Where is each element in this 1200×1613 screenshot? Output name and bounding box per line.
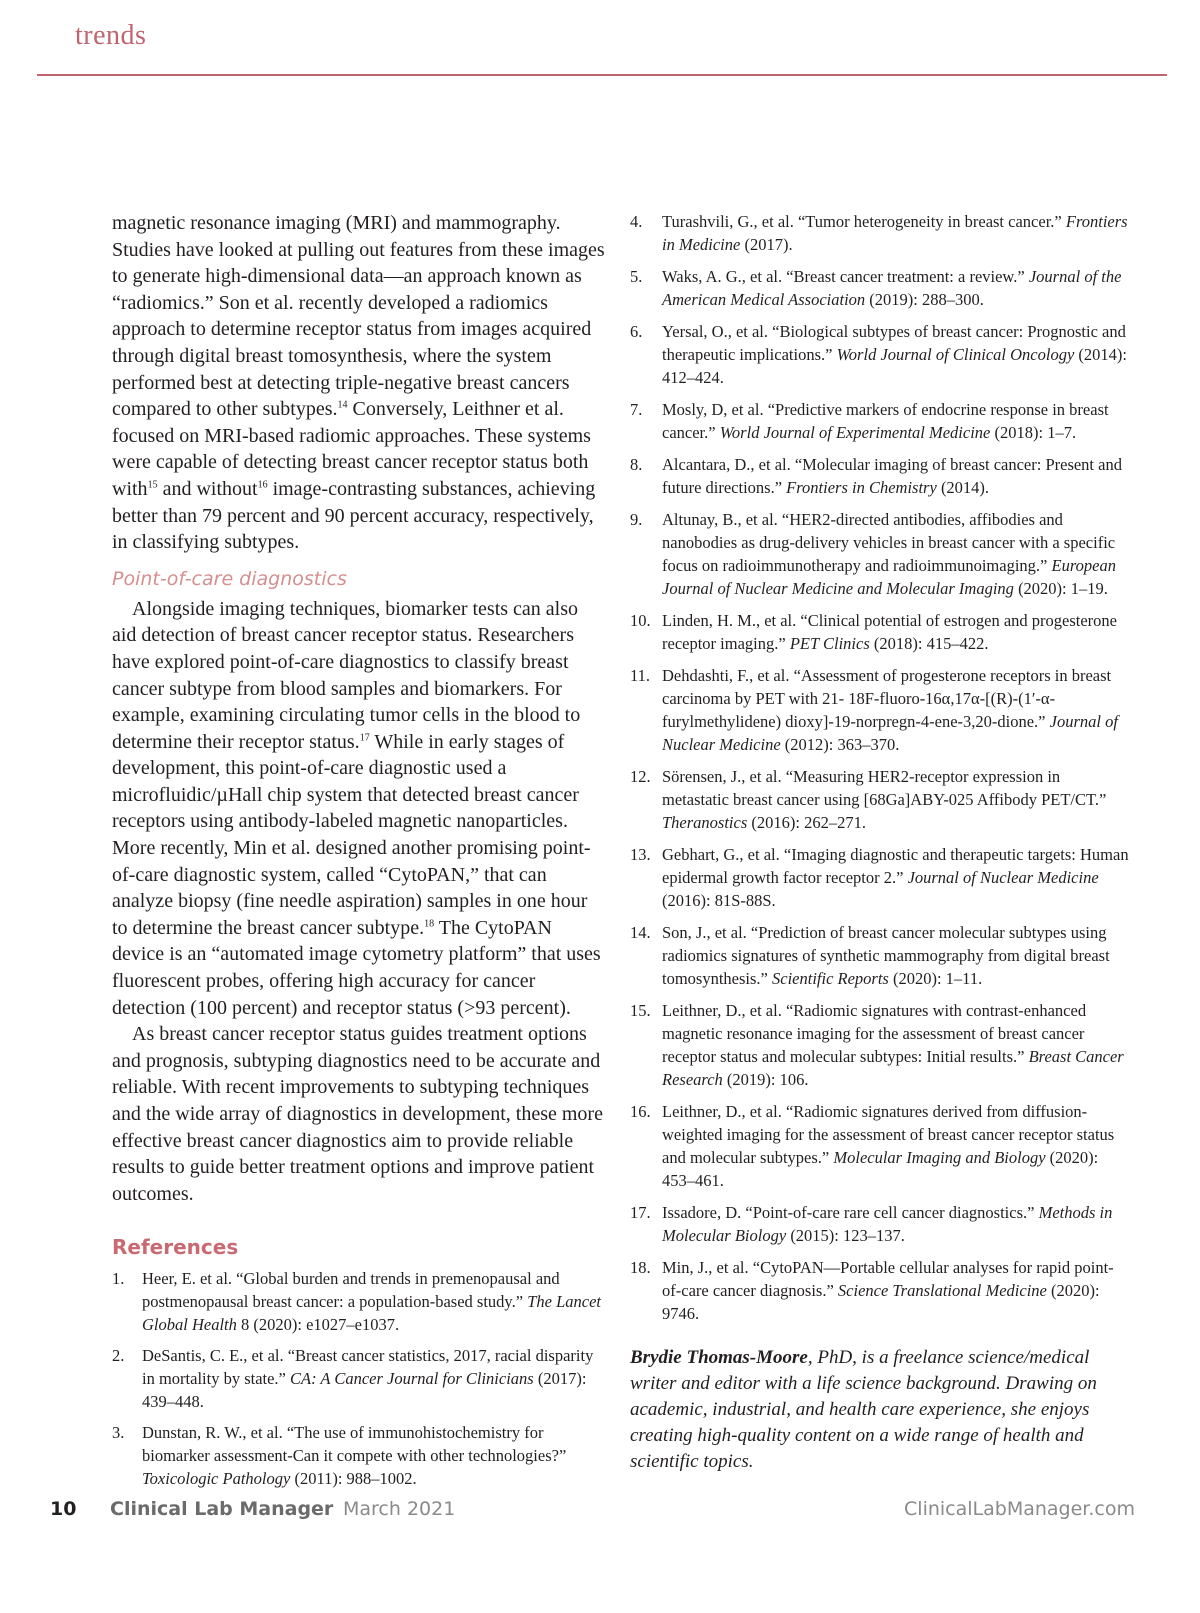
reference-journal: Molecular Imaging and Biology bbox=[833, 1148, 1046, 1167]
reference-journal: PET Clinics bbox=[789, 634, 870, 653]
reference-item bbox=[630, 1100, 1130, 1192]
reference-text: Turashvili, G., et al. “Tumor heterogeneity in breast cancer.” bbox=[662, 212, 1066, 231]
reference-number: 8. bbox=[630, 455, 643, 474]
reference-text: Dunstan, R. W., et al. “The use of immunohistochemistry for biomarker assessment-Can it compete with other technologies?” bbox=[142, 1423, 567, 1466]
reference-number: 4. bbox=[630, 212, 643, 231]
reference-journal: Frontiers in Chemistry bbox=[786, 478, 937, 497]
reference-details: (2020): 9746. bbox=[662, 1281, 1100, 1323]
left-column bbox=[112, 210, 606, 1498]
reference-journal: CA: A Cancer Journal for Clinicians bbox=[290, 1369, 534, 1389]
reference-text: Leithner, D., et al. “Radiomic signatures derived from diffusion-weighted imaging for the assessment of breast cancer receptor status and molecular subtypes.” bbox=[662, 1102, 1115, 1167]
reference-item bbox=[630, 1256, 1130, 1325]
reference-details: (2020): 1–19. bbox=[1013, 579, 1108, 598]
reference-details: (2018): 1–7. bbox=[990, 423, 1077, 442]
reference-number: 5. bbox=[630, 267, 643, 286]
reference-number: 16. bbox=[630, 1102, 651, 1121]
reference-item bbox=[630, 320, 1130, 389]
citation-17: 17 bbox=[359, 732, 370, 744]
body-paragraph-1 bbox=[112, 210, 606, 556]
reference-text: DeSantis, C. E., et al. “Breast cancer statistics, 2017, racial disparity in mortality by state.” bbox=[142, 1346, 594, 1389]
body-paragraph-2 bbox=[112, 596, 606, 1022]
reference-item bbox=[112, 1267, 606, 1336]
reference-journal: Theranostics bbox=[662, 813, 748, 832]
reference-item bbox=[630, 765, 1130, 834]
body-paragraph-3: As breast cancer receptor status guides treatment options and prognosis, subtyping diagnostics need to be accurate and reliable. With recent improvements to subtyping techniques and the wide array of diagnostics in development, these more effective breast cancer diagnostics aim to provide reliable results to guide better treatment options and improve patient outcomes. bbox=[112, 1023, 603, 1205]
reference-journal: The Lancet Global Health bbox=[142, 1292, 601, 1335]
citation-18: 18 bbox=[424, 918, 435, 930]
reference-details: (2014). bbox=[936, 478, 990, 497]
reference-details: (2017). bbox=[740, 235, 793, 254]
reference-item bbox=[630, 398, 1130, 444]
reference-details: (2014): 412–424. bbox=[662, 345, 1127, 387]
reference-journal: World Journal of Clinical Oncology bbox=[836, 345, 1075, 364]
reference-number: 3. bbox=[112, 1423, 125, 1443]
reference-details: (2012): 363–370. bbox=[780, 735, 900, 754]
reference-item bbox=[112, 1421, 606, 1490]
reference-text: Dehdashti, F., et al. “Assessment of progesterone receptors in breast carcinoma by PET with 21- 18F-fluoro-16α,17α-[(R)-(1′-α- furylmethylidene) dioxy]-19-norpregn-4-ene-3,20-dione.” bbox=[662, 666, 1112, 731]
reference-journal: Frontiers in Medicine bbox=[662, 212, 1128, 254]
text-segment: and without bbox=[157, 477, 258, 500]
reference-number: 17. bbox=[630, 1203, 651, 1222]
magazine-title: Clinical Lab Manager bbox=[110, 1498, 334, 1520]
reference-number: 14. bbox=[630, 923, 651, 942]
text-segment: image-contrasting substances, achieving better than 79 percent and 90 percent accuracy, respectively, in classifying subtypes. bbox=[112, 477, 596, 554]
text-segment: magnetic resonance imaging (MRI) and mammography. Studies have looked at pulling out features from these images to generate high-dimensional data—an approach known as “radiomics.” Son et al. recently developed a radiomics approach to determine receptor status from images acquired through digital breast tomosynthesis, where the system performed best at detecting triple-negative breast cancers compared to other subtypes. bbox=[112, 212, 605, 421]
text-segment: Conversely, Leithner et al. focused on MRI-based radiomic approaches. These systems were capable of detecting breast cancer receptor status both with bbox=[112, 398, 591, 500]
reference-item bbox=[630, 999, 1130, 1091]
reference-number: 2. bbox=[112, 1346, 125, 1366]
reference-text: Sörensen, J., et al. “Measuring HER2-receptor expression in metastatic breast cancer using [68Ga]ABY-025 Affibody PET/CT.” bbox=[662, 767, 1107, 809]
reference-item bbox=[630, 1201, 1130, 1247]
reference-journal: Scientific Reports bbox=[772, 969, 889, 988]
reference-journal: Breast Cancer Research bbox=[662, 1047, 1124, 1089]
section-subhead: Point-of-care diagnostics bbox=[112, 567, 347, 590]
reference-number: 12. bbox=[630, 767, 651, 786]
reference-details: (2011): 988–1002. bbox=[290, 1469, 417, 1489]
reference-text: Son, J., et al. “Prediction of breast cancer molecular subtypes using radiomics signatures of synthetic mammography from digital breast tomosynthesis.” bbox=[662, 923, 1110, 988]
reference-number: 10. bbox=[630, 611, 651, 630]
page-number: 10 bbox=[50, 1498, 77, 1520]
reference-text: Leithner, D., et al. “Radiomic signatures with contrast-enhanced magnetic resonance imaging for the assessment of breast cancer receptor status and molecular subtypes: Initial results.” bbox=[662, 1001, 1087, 1066]
reference-journal: Methods in Molecular Biology bbox=[662, 1203, 1113, 1245]
reference-details: (2016): 81S-88S. bbox=[662, 891, 776, 910]
reference-details: (2020): 1–11. bbox=[888, 969, 983, 988]
reference-details: (2019): 288–300. bbox=[865, 290, 984, 309]
reference-item bbox=[630, 609, 1130, 655]
website-link[interactable]: ClinicalLabManager.com bbox=[904, 1498, 1135, 1520]
reference-details: 8 (2020): e1027–e1037. bbox=[236, 1315, 400, 1335]
reference-details: (2020): 453–461. bbox=[662, 1148, 1099, 1190]
reference-item bbox=[630, 210, 1130, 256]
reference-text: Altunay, B., et al. “HER2-directed antibodies, affibodies and nanobodies as drug-delivery vehicles in breast cancer with a specific focus on radioimmunotherapy and radioimmunoimaging.” bbox=[662, 510, 1116, 575]
reference-number: 1. bbox=[112, 1269, 125, 1289]
author-name: Brydie Thomas-Moore bbox=[630, 1347, 808, 1368]
reference-text: Alcantara, D., et al. “Molecular imaging of breast cancer: Present and future directions.” bbox=[662, 455, 1122, 497]
reference-item bbox=[630, 453, 1130, 499]
reference-number: 6. bbox=[630, 322, 643, 341]
reference-item bbox=[112, 1344, 606, 1413]
reference-text: Heer, E. et al. “Global burden and trends in premenopausal and postmenopausal breast cancer: a population-based study.” bbox=[142, 1269, 560, 1312]
text-segment: The CytoPAN device is an “automated image cytometry platform” that uses fluorescent probes, offering high accuracy for cancer detection (100 percent) and receptor status (>93 percent). bbox=[112, 916, 601, 1019]
section-tag: trends bbox=[75, 20, 147, 51]
author-bio-text: , PhD, is a freelance science/medical writer and editor with a life science background. Drawing on academic, industrial, and health care experience, she enjoys creating high-quality content on a wide range of health and scientific topics. bbox=[630, 1347, 1097, 1472]
reference-details: (2018): 415–422. bbox=[869, 634, 989, 653]
references-heading: References bbox=[112, 1235, 239, 1260]
right-column bbox=[630, 210, 1130, 1494]
reference-details: (2016): 262–271. bbox=[747, 813, 866, 832]
reference-journal: Science Translational Medicine bbox=[837, 1281, 1047, 1300]
text-segment: While in early stages of development, this point-of-care diagnostic used a microfluidic/µHall chip system that detected breast cancer receptors using antibody-labeled magnetic nanoparticles. More recently, Min et al. designed another promising point-of-care diagnostic system, called “CytoPAN,” that can analyze biopsy (fine needle aspiration) samples in one hour to determine the breast cancer subtype. bbox=[112, 730, 591, 939]
reference-text: Min, J., et al. “CytoPAN—Portable cellular analyses for rapid point-of-care cancer diagnosis.” bbox=[662, 1258, 1114, 1300]
reference-text: Yersal, O., et al. “Biological subtypes of breast cancer: Prognostic and therapeutic implications.” bbox=[662, 322, 1126, 364]
reference-text: Issadore, D. “Point-of-care rare cell cancer diagnostics.” bbox=[662, 1203, 1039, 1222]
reference-journal: European Journal of Nuclear Medicine and Molecular Imaging bbox=[662, 556, 1116, 598]
reference-number: 7. bbox=[630, 400, 643, 419]
reference-text: Mosly, D, et al. “Predictive markers of endocrine response in breast cancer.” bbox=[662, 400, 1109, 442]
reference-number: 18. bbox=[630, 1258, 651, 1277]
author-bio bbox=[630, 1345, 1130, 1475]
citation-14: 14 bbox=[337, 399, 348, 411]
citation-15: 15 bbox=[147, 479, 158, 491]
reference-item bbox=[630, 265, 1130, 311]
reference-journal: World Journal of Experimental Medicine bbox=[719, 423, 991, 442]
reference-item bbox=[630, 664, 1130, 756]
reference-item bbox=[630, 508, 1130, 600]
reference-journal: Journal of the American Medical Association bbox=[662, 267, 1122, 309]
reference-details: (2015): 123–137. bbox=[786, 1226, 905, 1245]
text-segment: Alongside imaging techniques, biomarker tests can also aid detection of breast cancer receptor status. Researchers have explored point-of-care diagnostics to classify breast cancer subtype from blood samples and biomarkers. For example, examining circulating tumor cells in the blood to determine their receptor status. bbox=[112, 597, 581, 753]
reference-journal: Toxicologic Pathology bbox=[142, 1469, 291, 1489]
reference-text: Waks, A. G., et al. “Breast cancer treatment: a review.” bbox=[662, 267, 1029, 286]
reference-list bbox=[112, 1267, 606, 1490]
reference-journal: Journal of Nuclear Medicine bbox=[662, 712, 1118, 754]
reference-details: (2017): 439–448. bbox=[142, 1369, 587, 1412]
reference-item bbox=[630, 843, 1130, 912]
reference-text: Linden, H. M., et al. “Clinical potential of estrogen and progesterone receptor imaging.” bbox=[662, 611, 1117, 653]
reference-number: 9. bbox=[630, 510, 643, 529]
reference-number: 15. bbox=[630, 1001, 651, 1020]
reference-journal: Journal of Nuclear Medicine bbox=[907, 868, 1099, 887]
reference-list bbox=[630, 210, 1130, 1325]
header-divider bbox=[37, 74, 1167, 76]
reference-item bbox=[630, 921, 1130, 990]
reference-text: Gebhart, G., et al. “Imaging diagnostic and therapeutic targets: Human epidermal growth factor receptor 2.” bbox=[662, 845, 1129, 887]
reference-details: (2019): 106. bbox=[722, 1070, 809, 1089]
reference-number: 13. bbox=[630, 845, 651, 864]
citation-16: 16 bbox=[257, 479, 268, 491]
page-footer bbox=[45, 1498, 1145, 1528]
issue-date: March 2021 bbox=[343, 1498, 456, 1520]
reference-number: 11. bbox=[630, 666, 651, 685]
